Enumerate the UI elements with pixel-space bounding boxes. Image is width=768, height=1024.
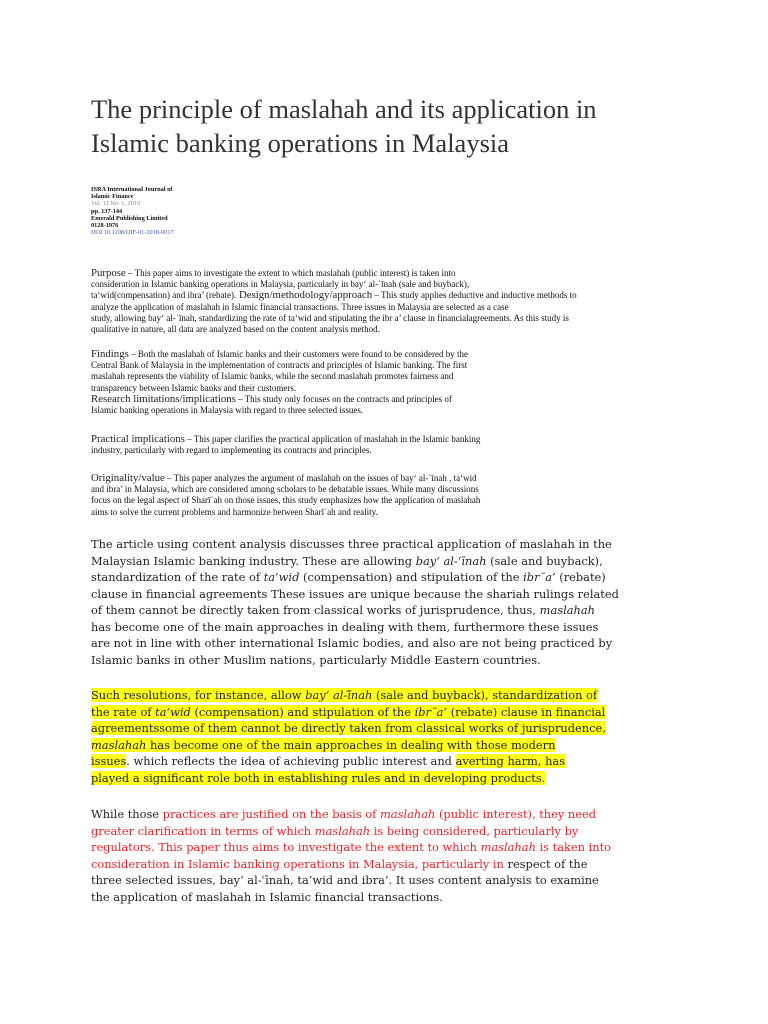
abstract-findings — [91, 349, 671, 416]
journal-issn: 0128-1976 — [91, 222, 119, 230]
abstract-text: consideration in Islamic banking operations in Malaysia, particularly in bay‘ al-ʿīnah (sale and buyback), — [91, 279, 470, 290]
journal-name: ISRA International Journal of — [91, 186, 173, 193]
italic-term: maslahah — [380, 807, 436, 821]
paragraph-text: (compensation) and stipulation of the — [299, 570, 524, 584]
italic-term: bay‘ al-ī̄nah — [305, 688, 373, 702]
paragraph-line: The article using content analysis discusses three practical application of maslahah in the — [91, 537, 612, 551]
italic-term: bay‘ al-‘īnah — [415, 553, 487, 568]
title-line: The principle of maslahah and its application in — [91, 94, 597, 124]
italic-term: maslahah — [91, 737, 147, 752]
paragraph-text: (rebate) — [555, 570, 606, 584]
paragraph-text: While those — [91, 807, 163, 821]
paragraph-text: Malaysian Islamic banking industry. These are allowing — [91, 553, 416, 568]
abstract-text: focus on the legal aspect of Sharīʿah on those issues, this study emphasizes how the application of maslahah — [91, 495, 481, 506]
paragraph-line: are not in line with other international Islamic bodies, and also are not being practiced by — [91, 636, 613, 650]
abstract-text: and ibra’ in Malaysia, which are considered among scholars to be debatable issues. While many discussions — [91, 484, 479, 495]
paragraph-line: clause in financial agreements These issues are unique because the shariah rulings related — [91, 586, 619, 601]
abstract-text: aims to solve the current problems and harmonize between Sharīʿah and reality. — [91, 506, 378, 517]
abstract-text: – This paper clarifies the practical application of maslahah in the Islamic banking — [184, 434, 481, 444]
paragraph-text: (sale and buyback), — [486, 553, 603, 568]
section-label: Practical implications — [91, 433, 185, 445]
section-label: Findings — [91, 348, 129, 360]
italic-term: maslahah — [314, 823, 371, 838]
abstract-text: maslahah represents the viability of Islamic banks, while the second maslahah promotes fairness and — [91, 371, 454, 382]
abstract-text: study, allowing bay‘ al-ʿīnah, standardizing the rate of ta‘wid and stipulating the ibr a’ clause in financialagreements. As this study is — [91, 312, 569, 323]
journal-name: Islamic Finance — [91, 193, 134, 201]
body-paragraph-3 — [91, 806, 631, 905]
red-text: regulators. This paper thus aims to investigate the extent to which — [91, 840, 481, 854]
abstract-text: qualitative in nature, all data are analyzed based on the content analysis method. — [91, 324, 380, 335]
abstract-text: Islamic banking operations in Malaysia with regard to three selected issues. — [91, 405, 364, 416]
paragraph-text: respect of the — [503, 856, 588, 871]
abstract-originality — [91, 473, 671, 518]
body-paragraph-2 — [91, 687, 631, 786]
abstract-text: ta‘wid(compensation) and ibra’ (rebate). — [91, 290, 237, 301]
highlighted-text: (compensation) and stipulation of the — [190, 704, 415, 719]
paragraph-line: the application of maslahah in Islamic financial transactions. — [91, 889, 443, 904]
highlighted-text: the rate of — [91, 704, 156, 719]
paragraph-text: standardization of the rate of — [91, 570, 264, 584]
abstract-text: – This paper analyzes the argument of maslahah on the issues of bay‘ al-ʿīnah , ta‘wid — [164, 473, 477, 483]
highlighted-text: issues — [91, 754, 127, 768]
doi-link[interactable]: DOI 10.1108/IJIF-01-2018-0017 — [91, 229, 174, 237]
abstract-text: analyze the application of maslahah in Islamic financial transactions. Three issues in Malaysia are selected as a case — [91, 301, 509, 312]
page-title — [91, 92, 731, 160]
highlighted-text: agreementssome of them cannot be directly taken from classical works of jurisprudence, — [91, 721, 606, 735]
italic-term: ibr¯a’ — [523, 570, 556, 584]
highlighted-text: averting harm, has — [455, 754, 566, 768]
paragraph-line: Islamic banks in other Muslim nations, particularly Middle Eastern countries. — [91, 652, 541, 667]
section-label: Design/methodology/approach — [236, 289, 373, 302]
paragraph-text: of them cannot be directly taken from classical works of jurisprudence, thus, — [91, 603, 540, 617]
abstract-text: transparency between Islamic banks and their customers. — [91, 382, 297, 393]
red-text: is being considered, particularly by — [370, 823, 579, 838]
journal-pages: pp. 137-144 — [91, 207, 123, 215]
journal-volume: Vol. 11 No. 1, 2019 — [91, 200, 141, 208]
journal-metadata — [91, 186, 174, 236]
red-text: practices are justified on the basis of — [162, 807, 380, 821]
section-label: Research limitations/implications — [91, 392, 236, 405]
highlighted-text: Such resolutions, for instance, allow — [91, 688, 306, 702]
abstract-text: industry, particularly with regard to implementing its contracts and principles. — [91, 445, 372, 456]
abstract-practical — [91, 434, 671, 456]
journal-publisher: Emerald Publishing Limited — [91, 214, 168, 222]
italic-term: maslahah — [539, 603, 595, 617]
italic-term: ta‘wid — [263, 570, 300, 584]
red-text: is taken into — [535, 840, 612, 854]
paragraph-text: . which reflects the idea of achieving public interest and — [126, 754, 456, 768]
paragraph-line: three selected issues, bay‘ al-ʿīnah, ta‘wid and ibra’. It uses content analysis to examine — [91, 873, 599, 887]
section-label: Purpose — [91, 267, 126, 279]
section-label: Originality/value — [91, 472, 165, 484]
highlighted-text: played a significant role both in establishing rules and in developing products. — [91, 770, 546, 785]
abstract-text: – This paper aims to investigate the extent to which maslahah (public interest) is taken into — [125, 268, 456, 278]
body-paragraph-1 — [91, 536, 631, 668]
abstract-text: Central Bank of Malaysia in the implementation of contracts and principles of Islamic banking. The first — [91, 360, 468, 371]
abstract-purpose — [91, 268, 671, 335]
italic-term: maslahah — [480, 840, 536, 854]
italic-term: ta‘wid — [155, 704, 191, 719]
abstract-text: – This study applies deductive and inductive methods to — [372, 290, 577, 301]
red-text: greater clarification in terms of which — [91, 823, 315, 838]
highlighted-text: (rebate) clause in financial — [447, 704, 606, 719]
abstract-text: – Both the maslahah of Islamic banks and their customers were found to be considered by the — [128, 349, 468, 359]
red-text: (public interest), they need — [435, 807, 597, 821]
highlighted-text: (sale and buyback), standardization of — [372, 688, 598, 702]
highlighted-text: has become one of the main approaches in dealing with those modern — [146, 737, 556, 752]
paragraph-line: has become one of the main approaches in dealing with them, furthermore these issues — [91, 619, 599, 634]
title-line: Islamic banking operations in Malaysia — [91, 128, 510, 158]
red-text: consideration in Islamic banking operations in Malaysia, particularly in — [91, 856, 504, 871]
italic-term: ibr¯a’ — [414, 704, 448, 719]
abstract-text: – This study only focuses on the contracts and principles of — [235, 393, 452, 404]
